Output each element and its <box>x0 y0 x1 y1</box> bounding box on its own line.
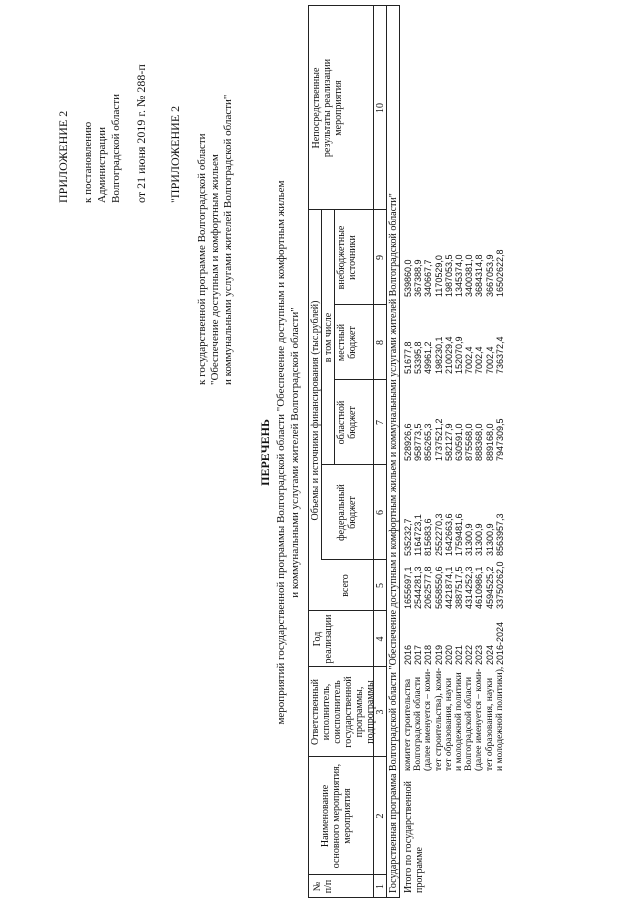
col-number: 7 <box>375 420 386 425</box>
cell-total: 4314252,3 <box>464 566 475 609</box>
cell-extra: 1170529,0 <box>433 255 444 297</box>
cell-year: 2020 <box>443 644 454 665</box>
cell-total: 1655697,1 <box>403 566 413 609</box>
cell-year: 2022 <box>464 644 475 665</box>
cell-local: 198230,1 <box>433 336 444 374</box>
cell-extra: 16502622,8 <box>494 249 505 297</box>
cell-federal: 31300,9 <box>474 523 485 556</box>
col-number: 10 <box>375 103 386 113</box>
hdr-year: Год реализации <box>312 614 334 664</box>
appendix-date: от 21 июня 2019 г. № 288-п <box>134 64 148 203</box>
appendix-line-1: к постановлению <box>82 121 94 203</box>
cell-local: 51677,8 <box>403 341 413 374</box>
quote-appendix-line-3: и коммунальными услугами жителей Волгоградской области" <box>222 94 234 385</box>
cell-total: 3887517,5 <box>454 566 464 609</box>
cell-local: 7002,4 <box>464 346 475 374</box>
cell-regional: 582127,9 <box>443 423 454 461</box>
hdr-federal: федеральный бюджет <box>336 484 358 541</box>
cell-federal: 31300,9 <box>464 523 475 556</box>
cell-regional: 630591,0 <box>454 423 464 461</box>
responsible-text: комитет строительства Волгоградской области (далее именуется – коми- тет строительства), коми- тет образования, науки и молодежной политики Волгоградской области (далее именуется – коми- тет образования, науки и молодежной политики), <box>403 666 505 771</box>
cell-local: 53395,8 <box>413 341 424 374</box>
cell-local: 7002,4 <box>484 346 495 374</box>
cell-federal: 815683,6 <box>423 518 434 556</box>
cell-total: 2544281,3 <box>413 566 424 609</box>
cell-extra: 539860,0 <box>403 259 413 297</box>
cell-year: 2021 <box>454 644 464 665</box>
cell-year: 2018 <box>423 644 434 665</box>
doc-heading: ПЕРЕЧЕНЬ <box>258 419 272 486</box>
cell-total: 4594525,2 <box>484 566 495 609</box>
col-number: 4 <box>375 636 386 642</box>
cell-regional: 856265,3 <box>423 423 434 461</box>
cell-local: 736372,4 <box>494 336 505 374</box>
hdr-results: Непосредственные результаты реализации мероприятия <box>311 58 344 158</box>
col-number: 6 <box>375 510 386 515</box>
cell-year: 2019 <box>433 644 444 665</box>
cell-regional: 958773,5 <box>413 423 424 461</box>
col-number: 5 <box>375 583 386 588</box>
cell-local: 49961,2 <box>423 341 434 374</box>
hdr-name: Наименование основного мероприятия, мероприятия <box>320 763 353 869</box>
cell-year: 2016-2024 <box>494 621 505 665</box>
cell-extra: 3667053,9 <box>484 254 495 297</box>
cell-total: 2062577,8 <box>423 566 434 609</box>
cell-federal: 1642663,6 <box>443 513 454 556</box>
doc-title-line-1: мероприятий государственной программы Волгоградской области "Обеспечение доступным и комфортным жильем <box>275 180 287 725</box>
col-number: 3 <box>375 709 386 715</box>
appendix-title: ПРИЛОЖЕНИЕ 2 <box>56 110 70 203</box>
cell-year: 2017 <box>413 644 424 665</box>
quote-appendix-title: "ПРИЛОЖЕНИЕ 2 <box>168 105 182 203</box>
cell-federal: 2552270,3 <box>433 513 444 556</box>
col-number: 9 <box>375 255 386 260</box>
hdr-extra: внебюджетные источники <box>336 225 358 290</box>
hdr-num: № п/п <box>312 879 334 894</box>
cell-regional: 528926,6 <box>403 423 413 461</box>
quote-appendix-line-2: "Обеспечение доступным и комфортным жильем <box>209 154 221 385</box>
cell-regional: 875568,0 <box>464 423 475 461</box>
hdr-including: в том числе <box>323 312 334 363</box>
cell-federal: 1759481,6 <box>454 513 464 556</box>
cell-federal: 535232,7 <box>403 518 413 556</box>
appendix-line-3: Волгоградской области <box>110 94 122 203</box>
cell-year: 2016 <box>403 644 413 665</box>
cell-extra: 367388,9 <box>413 259 424 297</box>
cell-extra: 1987053,5 <box>443 254 454 297</box>
cell-extra: 3684314,8 <box>474 254 485 297</box>
section-title: Государственная программа Волгоградской области "Обеспечение доступным и комфортным жильем и коммунальными услугами жителей Волгоградской области" <box>388 193 399 893</box>
hdr-local: местный бюджет <box>336 323 358 362</box>
cell-total: 4421874,1 <box>443 566 454 609</box>
cell-federal: 8563957,3 <box>494 513 505 556</box>
appendix-line-2: Администрации <box>96 126 108 203</box>
cell-extra: 1345374,0 <box>454 254 464 297</box>
hdr-regional: областной бюджет <box>336 400 358 445</box>
doc-title-line-2: и коммунальными услугами жителей Волгоградской области" <box>289 307 301 598</box>
cell-total: 4610986,1 <box>474 566 485 609</box>
cell-year: 2023 <box>474 644 485 665</box>
cell-federal: 1164723,1 <box>413 514 424 556</box>
cell-local: 7002,4 <box>474 346 485 374</box>
cell-regional: 888368,0 <box>474 423 485 461</box>
cell-regional: 7947309,5 <box>494 418 505 461</box>
cell-extra: 3400381,0 <box>464 254 475 297</box>
col-number: 1 <box>375 884 386 889</box>
quote-appendix-line-1: к государственной программе Волгоградской области <box>196 133 208 385</box>
cell-local: 210029,4 <box>443 336 454 374</box>
cell-regional: 1737521,2 <box>433 418 444 461</box>
hdr-funding: Объемы и источники финансирования (тыс.рублей) <box>310 300 321 521</box>
cell-regional: 889168,0 <box>484 423 495 461</box>
hdr-total: всего <box>340 574 351 597</box>
cell-year: 2024 <box>484 644 495 665</box>
cell-extra: 340667,7 <box>423 259 434 297</box>
cell-total: 5658550,6 <box>433 566 444 609</box>
cell-local: 152070,9 <box>454 336 464 374</box>
cell-federal: 31300,9 <box>484 523 495 556</box>
col-number: 2 <box>375 813 386 819</box>
total-label: Итого по государственной программе <box>403 781 425 893</box>
cell-total: 33750262,0 <box>494 561 505 609</box>
hdr-responsible: Ответственный исполнитель, соисполнитель государственной программы, подпрограммы <box>310 676 376 748</box>
col-number: 8 <box>375 340 386 345</box>
